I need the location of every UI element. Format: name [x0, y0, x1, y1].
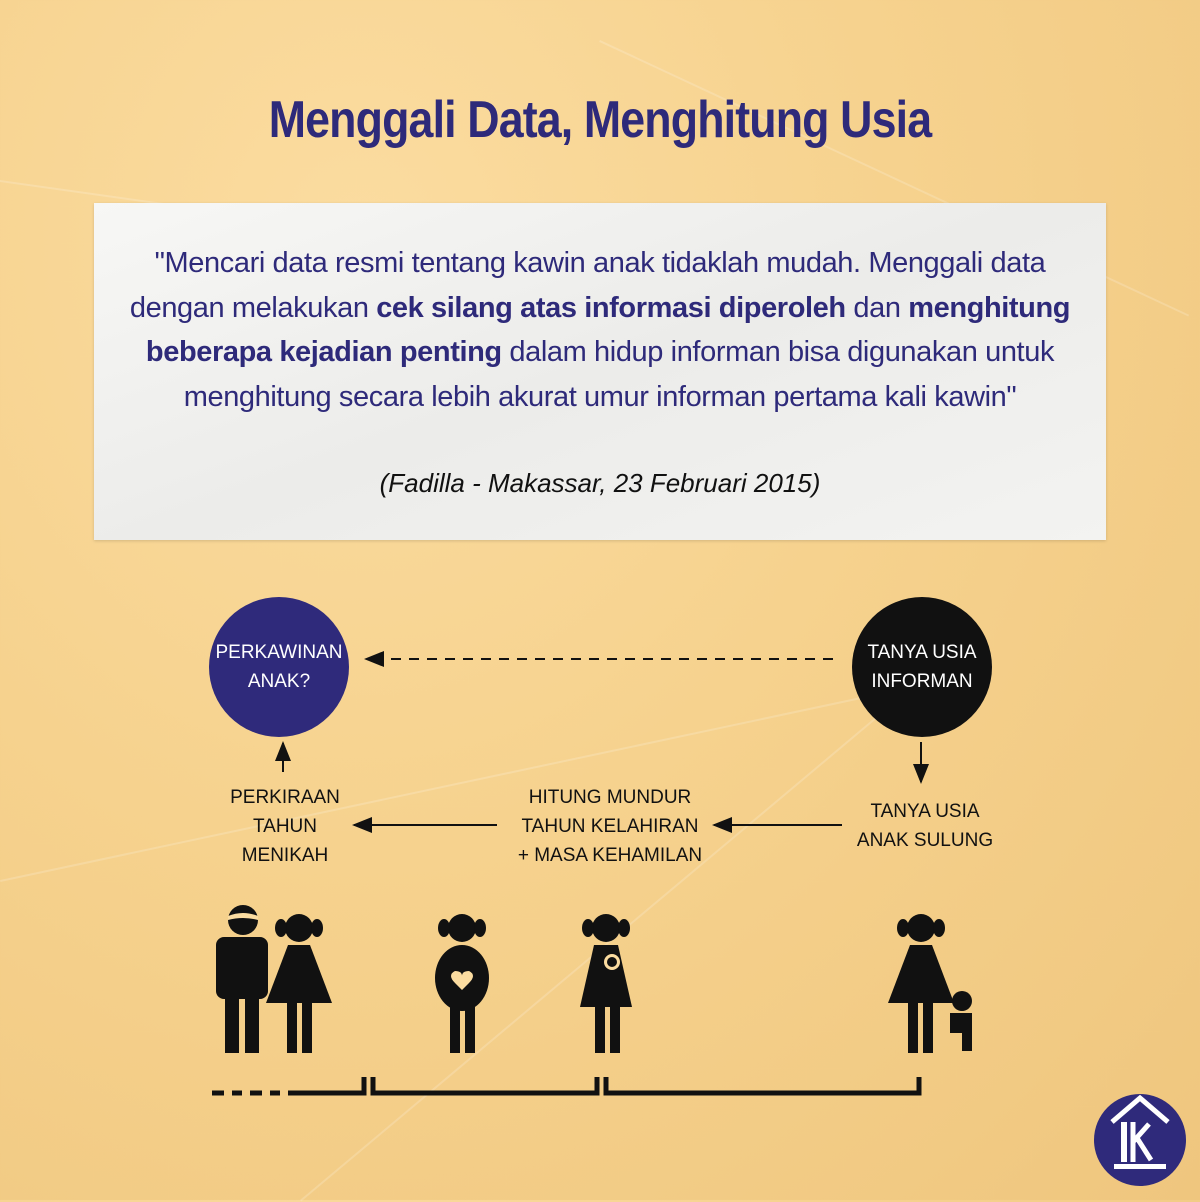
quote-part-1: "Mencari data resmi tentang kawin anak tidaklah mudah. Menggali data dengan melakukan [129, 247, 1046, 324]
quote-highlight-2: menghitung beberapa kejadian penting [145, 291, 1071, 368]
mother-with-child-icon [888, 914, 972, 1053]
estimate-line-2: TAHUN [252, 816, 318, 837]
first-child-line-1: TANYA USIA [870, 801, 980, 822]
quote-part-2: dan [845, 291, 909, 324]
count-back-line-2: TAHUN KELAHIRAN [521, 816, 699, 837]
quote-highlight-1: cek silang atas informasi diperoleh [376, 291, 846, 324]
circle-left-line-2: ANAK? [247, 671, 311, 692]
estimate-line-1: PERKIRAAN [230, 787, 340, 808]
count-back-line-3: + MASA KEHAMILAN [517, 845, 703, 866]
circle-left-line-1: PERKAWINAN [215, 642, 343, 663]
pregnant-woman-icon [435, 914, 489, 1053]
timeline [212, 1077, 919, 1093]
quote-part-3: dalam hidup informan bisa digunakan untuk menghitung secara lebih akurat umur informan pertama kali kawin" [183, 336, 1055, 413]
quote-source: (Fadilla - Makassar, 23 Februari 2015) [379, 468, 821, 498]
logo-icon [1094, 1094, 1186, 1186]
estimate-line-3: MENIKAH [241, 845, 329, 866]
couple-icon [216, 905, 332, 1053]
circle-right-line-2: INFORMAN [871, 671, 973, 692]
circle-right-line-1: TANYA USIA [867, 642, 977, 663]
page-title: Menggali Data, Menghitung Usia [268, 91, 932, 149]
mother-with-baby-icon [580, 914, 632, 1053]
count-back-line-1: HITUNG MUNDUR [528, 787, 692, 808]
first-child-line-2: ANAK SULUNG [856, 830, 994, 851]
